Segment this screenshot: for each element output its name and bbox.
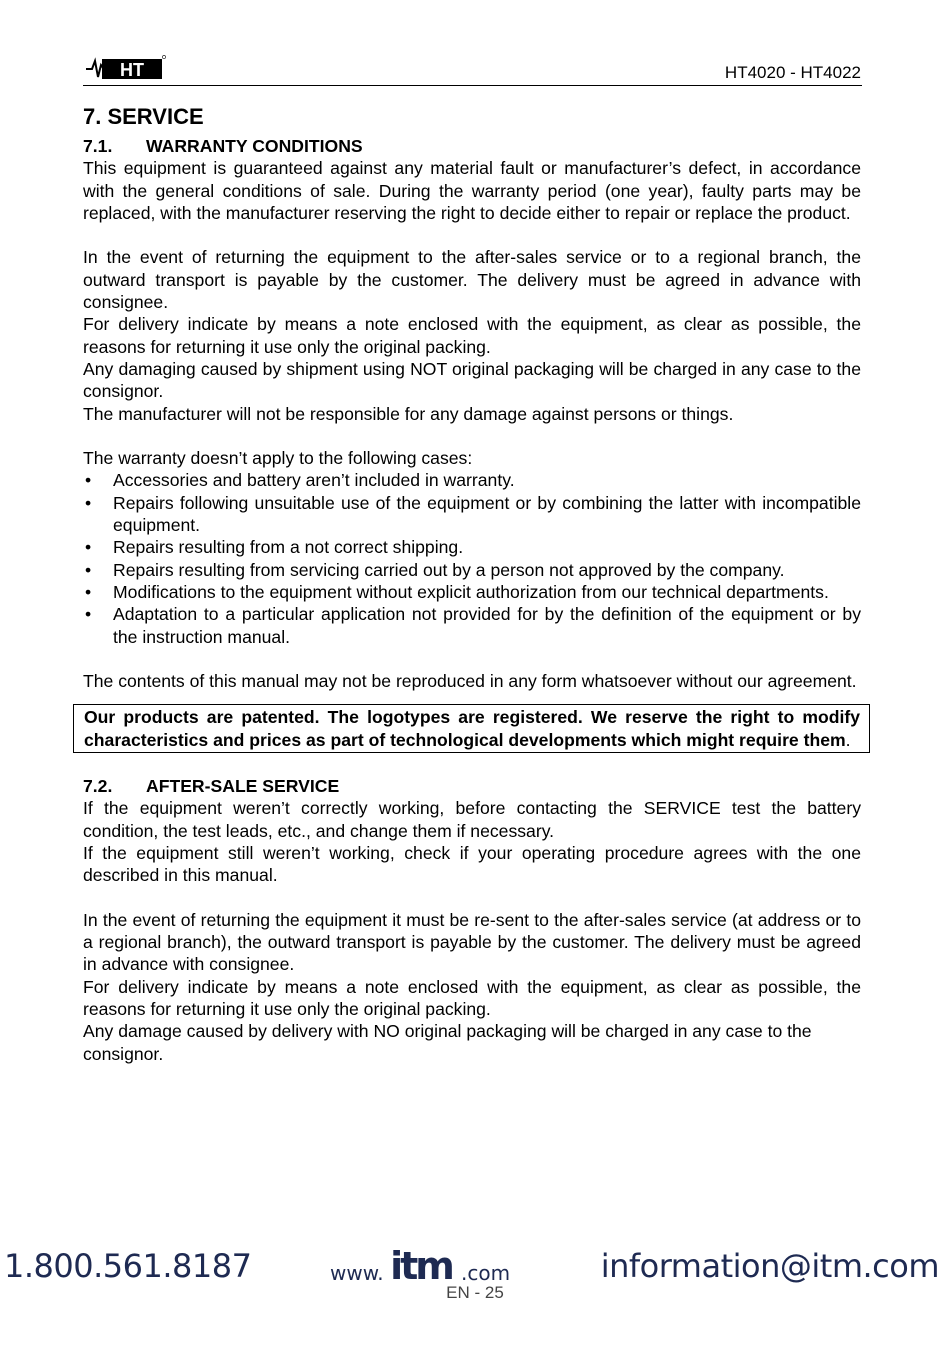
patent-notice-box	[73, 704, 870, 753]
warranty-paragraph-1: This equipment is guaranteed against any material fault or manufacturer’s defect, in accordance with the general conditions of sale. During the warranty period (one year), faulty parts may be replaced, with the manufacturer reserving the right to decide either to repair or replace the product.	[83, 158, 861, 223]
logo-lettering: HT	[120, 60, 144, 80]
warranty-paragraph-2: In the event of returning the equipment to the after-sales service or to a regional branch, the outward transport is payable by the customer. The delivery must be agreed in advance with consignee.	[83, 247, 861, 313]
itm-logo-lettering: itm	[390, 1248, 452, 1282]
warranty-paragraph-4: Any damaging caused by shipment using NOT original packaging will be charged in any case to the consignor.	[83, 358, 861, 402]
website-suffix: .com	[461, 1261, 511, 1285]
header-divider	[83, 85, 862, 86]
warranty-paragraph-5: The manufacturer will not be responsible for any damage against persons or things.	[83, 403, 734, 424]
website-prefix: www.	[330, 1261, 384, 1285]
after-sale-paragraph-1: If the equipment weren’t correctly working, before contacting the SERVICE test the battery condition, the test leads, etc., and change them if necessary.	[83, 798, 861, 841]
list-item: • Repairs resulting from a not correct shipping.	[83, 536, 861, 558]
email-address[interactable]: information@itm.com	[600, 1247, 939, 1285]
patent-notice-end: .	[845, 729, 851, 750]
list-item: • Accessories and battery aren’t included in warranty.	[83, 469, 861, 491]
model-number: HT4020 - HT4022	[724, 63, 861, 82]
after-sale-paragraph-3: In the event of returning the equipment it must be re-sent to the after-sales service (at address or to a regional branch), the outward transport is payable by the customer. The delivery must be agreed in advance with consignee.	[83, 909, 861, 975]
after-sale-heading-number: 7.2.	[83, 776, 113, 797]
warranty-heading	[83, 135, 861, 157]
after-sale-paragraph-4: For delivery indicate by means a note enclosed with the equipment, as clear as possible, the reasons for returning it use only the original packing.	[83, 976, 861, 1019]
page-content	[83, 103, 861, 1065]
patent-notice-text: Our products are patented. The logotypes are registered. We reserve the right to modify characteristics and prices as part of technological developments which might require them	[84, 707, 860, 750]
warranty-heading-title: WARRANTY CONDITIONS	[146, 136, 363, 156]
section-title: 7. SERVICE	[83, 104, 204, 129]
after-sale-heading-title: AFTER-SALE SERVICE	[146, 776, 340, 797]
itm-logo	[382, 1248, 460, 1282]
list-item: • Repairs following unsuitable use of the equipment or by combining the latter with incompatible equipment.	[83, 492, 861, 537]
list-item: • Adaptation to a particular application not provided for by the definition of the equipment or by the instruction manual.	[83, 603, 861, 648]
page-number: EN - 25	[446, 1283, 504, 1302]
warranty-paragraph-6: The contents of this manual may not be reproduced in any form whatsoever without our agreement.	[83, 671, 857, 692]
warranty-cases-intro: The warranty doesn’t apply to the following cases:	[83, 448, 473, 469]
warranty-paragraph-3: For delivery indicate by means a note enclosed with the equipment, as clear as possible, the reasons for returning it use only the original packing.	[83, 314, 861, 357]
list-item: • Repairs resulting from servicing carried out by a person not approved by the company.	[83, 559, 861, 581]
phone-number[interactable]: 1.800.561.8187	[4, 1247, 252, 1285]
list-item: • Modifications to the equipment without explicit authorization from our technical departments.	[83, 581, 861, 603]
warranty-exclusions-list	[83, 469, 861, 647]
after-sale-paragraph-5: Any damage caused by delivery with NO original packaging will be charged in any case to the consignor.	[83, 1021, 812, 1064]
after-sale-heading	[83, 775, 861, 797]
warranty-heading-number: 7.1.	[83, 136, 113, 156]
after-sale-paragraph-2: If the equipment still weren’t working, check if your operating procedure agrees with the one described in this manual.	[83, 842, 861, 886]
ht-logo	[86, 53, 166, 81]
